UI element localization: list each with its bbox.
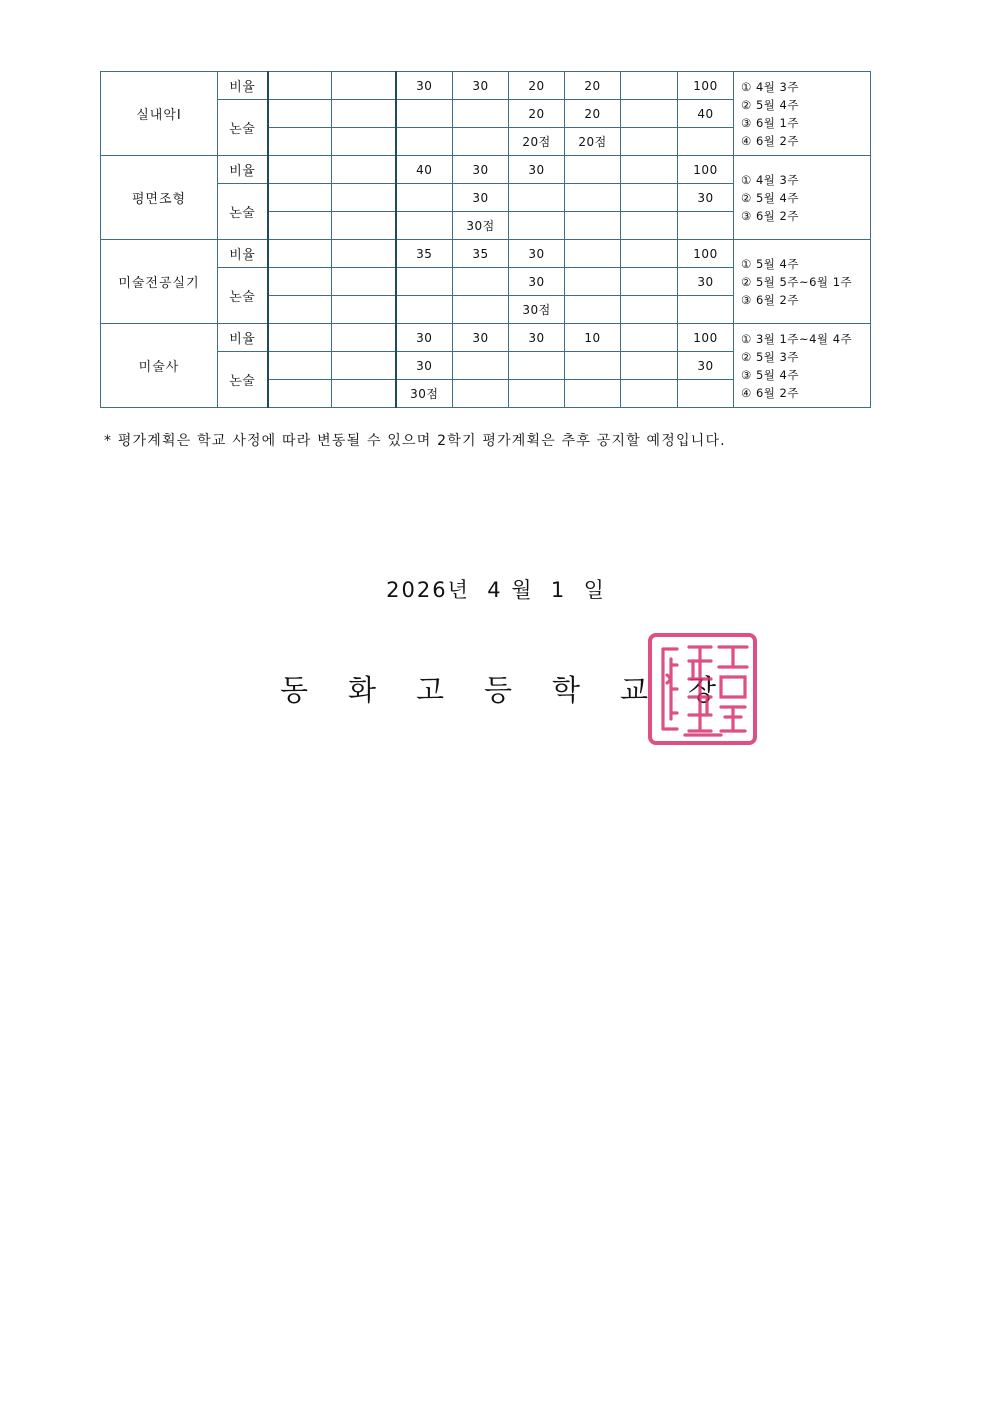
schedule-note: ② 5월 5주~6월 1주 xyxy=(741,274,853,289)
ratio-label: 비율 xyxy=(218,72,268,100)
essay-cell xyxy=(621,184,678,212)
essay-cell xyxy=(565,268,621,296)
essay-cell xyxy=(453,268,509,296)
essay-points-cell xyxy=(453,296,509,324)
schedule-note: ③ 6월 2주 xyxy=(741,208,799,223)
essay-cell: 40 xyxy=(678,100,734,128)
essay-cell: 30 xyxy=(678,268,734,296)
table-row xyxy=(101,72,871,100)
subject-name: 미술사 xyxy=(101,324,218,408)
essay-points-cell xyxy=(268,296,332,324)
schedule-notes xyxy=(734,240,871,324)
essay-points-cell xyxy=(678,212,734,240)
schedule-note: ② 5월 4주 xyxy=(741,190,799,205)
ratio-cell xyxy=(268,240,332,268)
essay-cell xyxy=(453,100,509,128)
essay-cell xyxy=(621,100,678,128)
ratio-cell xyxy=(332,324,396,352)
essay-points-cell xyxy=(396,296,453,324)
ratio-cell: 30 xyxy=(509,324,565,352)
evaluation-plan-table xyxy=(100,71,871,408)
ratio-cell xyxy=(565,240,621,268)
essay-points-cell xyxy=(332,212,396,240)
ratio-cell: 30 xyxy=(396,324,453,352)
essay-points-cell xyxy=(396,212,453,240)
essay-cell xyxy=(332,100,396,128)
essay-cell xyxy=(621,352,678,380)
ratio-cell xyxy=(621,156,678,184)
subject-name: 평면조형 xyxy=(101,156,218,240)
essay-cell xyxy=(332,268,396,296)
essay-cell xyxy=(396,268,453,296)
ratio-cell xyxy=(268,324,332,352)
essay-cell: 20 xyxy=(565,100,621,128)
essay-cell: 30 xyxy=(678,352,734,380)
essay-points-cell xyxy=(621,380,678,408)
essay-points-cell xyxy=(621,296,678,324)
essay-points-cell xyxy=(453,128,509,156)
ratio-cell: 20 xyxy=(509,72,565,100)
essay-cell xyxy=(621,268,678,296)
essay-points-cell xyxy=(565,380,621,408)
essay-label: 논술 xyxy=(218,184,268,240)
schedule-note: ① 5월 4주 xyxy=(741,256,799,271)
essay-label: 논술 xyxy=(218,352,268,408)
essay-cell xyxy=(268,352,332,380)
schedule-note: ① 3월 1주~4월 4주 xyxy=(741,331,853,346)
schedule-notes xyxy=(734,156,871,240)
schedule-notes xyxy=(734,324,871,408)
ratio-cell: 30 xyxy=(396,72,453,100)
essay-points-cell: 30점 xyxy=(453,212,509,240)
essay-points-cell xyxy=(268,212,332,240)
essay-points-cell xyxy=(332,296,396,324)
ratio-cell: 10 xyxy=(565,324,621,352)
essay-cell: 20 xyxy=(509,100,565,128)
essay-points-cell xyxy=(268,380,332,408)
schedule-note: ② 5월 4주 xyxy=(741,97,799,112)
school-char: 학 xyxy=(552,673,581,707)
ratio-cell xyxy=(268,72,332,100)
school-char: 등 xyxy=(484,673,513,707)
essay-label: 논술 xyxy=(218,100,268,156)
footnote: * 평가계획은 학교 사정에 따라 변동될 수 있으며 2학기 평가계획은 추후 공지할 예정입니다. xyxy=(104,433,726,449)
schedule-note: ③ 6월 1주 xyxy=(741,115,799,130)
ratio-label: 비율 xyxy=(218,324,268,352)
school-char: 화 xyxy=(348,673,377,707)
essay-cell xyxy=(565,184,621,212)
essay-points-cell: 20점 xyxy=(509,128,565,156)
ratio-label: 비율 xyxy=(218,156,268,184)
essay-cell xyxy=(396,184,453,212)
essay-points-cell xyxy=(621,128,678,156)
ratio-cell: 100 xyxy=(678,72,734,100)
essay-points-cell xyxy=(453,380,509,408)
essay-cell: 30 xyxy=(396,352,453,380)
ratio-cell: 30 xyxy=(453,72,509,100)
subject-name: 실내악Ⅰ xyxy=(101,72,218,156)
essay-cell xyxy=(268,268,332,296)
ratio-cell: 30 xyxy=(509,156,565,184)
ratio-cell: 40 xyxy=(396,156,453,184)
essay-points-cell: 30점 xyxy=(509,296,565,324)
schedule-notes xyxy=(734,72,871,156)
school-char: 교 xyxy=(620,673,649,707)
essay-cell xyxy=(565,352,621,380)
official-seal-stamp xyxy=(645,629,760,749)
essay-points-cell xyxy=(396,128,453,156)
table-row xyxy=(101,240,871,268)
ratio-cell: 100 xyxy=(678,156,734,184)
essay-cell xyxy=(509,184,565,212)
essay-points-cell xyxy=(509,380,565,408)
ratio-cell: 20 xyxy=(565,72,621,100)
ratio-cell: 100 xyxy=(678,324,734,352)
ratio-cell xyxy=(332,240,396,268)
ratio-cell: 30 xyxy=(453,156,509,184)
essay-points-cell xyxy=(332,128,396,156)
essay-cell xyxy=(268,184,332,212)
ratio-cell: 30 xyxy=(453,324,509,352)
ratio-cell xyxy=(565,156,621,184)
ratio-cell xyxy=(268,156,332,184)
ratio-cell xyxy=(621,72,678,100)
essay-cell xyxy=(268,100,332,128)
ratio-cell: 35 xyxy=(396,240,453,268)
schedule-note: ④ 6월 2주 xyxy=(741,385,799,400)
essay-points-cell xyxy=(565,296,621,324)
essay-points-cell xyxy=(332,380,396,408)
ratio-cell: 100 xyxy=(678,240,734,268)
essay-points-cell xyxy=(678,128,734,156)
essay-points-cell xyxy=(509,212,565,240)
essay-points-cell xyxy=(678,296,734,324)
document-date: 2026년 4 월 1 일 xyxy=(386,578,606,602)
essay-cell xyxy=(453,352,509,380)
ratio-cell xyxy=(332,156,396,184)
schedule-note: ① 4월 3주 xyxy=(741,172,799,187)
ratio-cell xyxy=(332,72,396,100)
essay-cell: 30 xyxy=(678,184,734,212)
essay-cell xyxy=(332,352,396,380)
essay-points-cell xyxy=(621,212,678,240)
table-row xyxy=(101,156,871,184)
school-char: 장 xyxy=(688,673,717,707)
schedule-note: ④ 6월 2주 xyxy=(741,133,799,148)
school-char: 동 xyxy=(280,673,309,707)
essay-points-cell xyxy=(268,128,332,156)
ratio-cell: 35 xyxy=(453,240,509,268)
ratio-cell xyxy=(621,324,678,352)
essay-cell xyxy=(509,352,565,380)
essay-cell: 30 xyxy=(509,268,565,296)
table-row xyxy=(101,324,871,352)
schedule-note: ③ 6월 2주 xyxy=(741,292,799,307)
essay-points-cell: 20점 xyxy=(565,128,621,156)
essay-points-cell xyxy=(565,212,621,240)
essay-points-cell xyxy=(678,380,734,408)
schedule-note: ① 4월 3주 xyxy=(741,79,799,94)
ratio-label: 비율 xyxy=(218,240,268,268)
ratio-cell xyxy=(621,240,678,268)
schedule-note: ③ 5월 4주 xyxy=(741,367,799,382)
subject-name: 미술전공실기 xyxy=(101,240,218,324)
schedule-note: ② 5월 3주 xyxy=(741,349,799,364)
essay-cell: 30 xyxy=(453,184,509,212)
essay-cell xyxy=(332,184,396,212)
essay-cell xyxy=(396,100,453,128)
essay-label: 논술 xyxy=(218,268,268,324)
essay-points-cell: 30점 xyxy=(396,380,453,408)
ratio-cell: 30 xyxy=(509,240,565,268)
school-char: 고 xyxy=(416,673,445,707)
